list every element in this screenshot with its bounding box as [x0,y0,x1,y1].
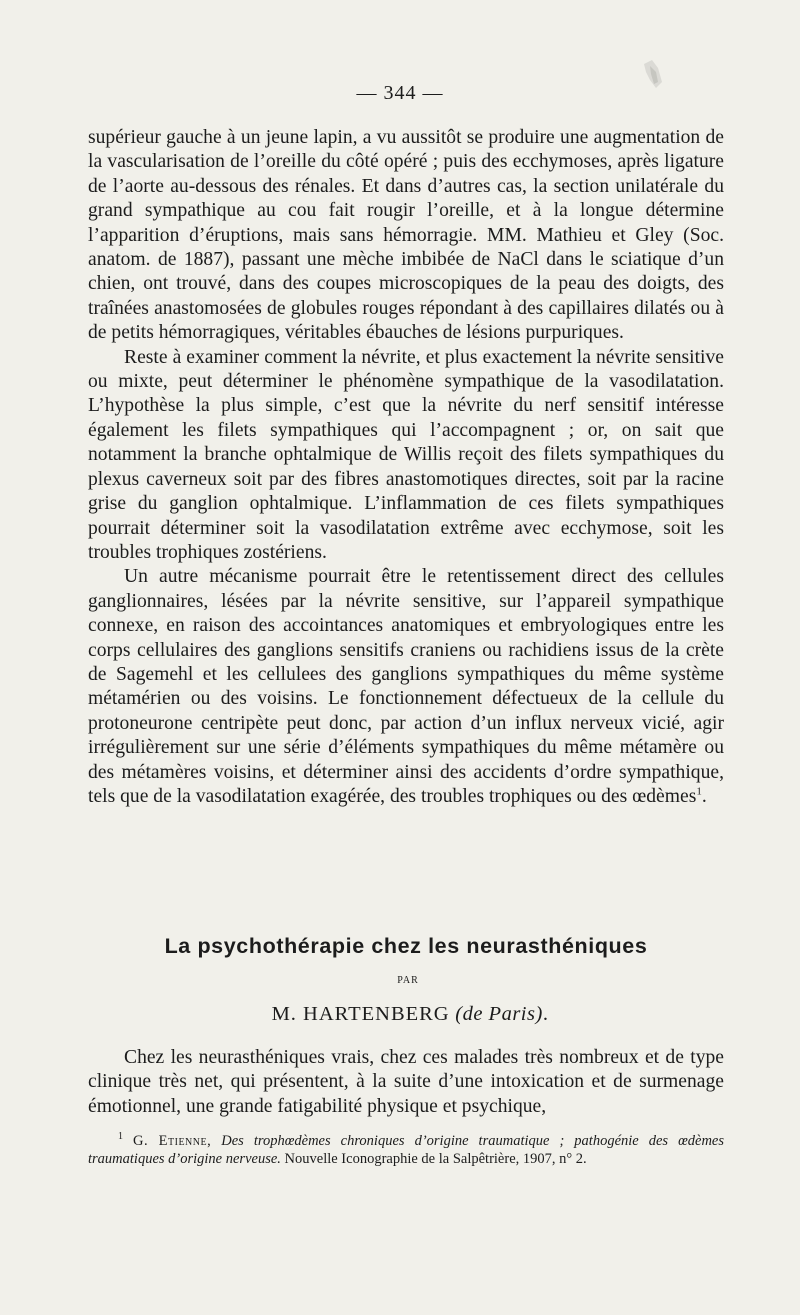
paragraph-3-text: Un autre mécanisme pourrait être le retentissement direct des cellules ganglionnaires, lésées par la névrite sensitive, sur l’appareil sympathique connexe, en raison des accointances anatomiques et embryologiques entre les corps cellulaires des ganglions sensitifs craniens ou rachidiens issus de la crète de Sagemehl et les cellulees des ganglions sympathiques du même système métamérien ou des voisins. Le fonctionnement défectueux de la cellule du protoneurone centripète peut donc, par action d’un influx nerveux vicié, agir irrégulièrement sur une série d’éléments sympathiques du même métamère ou des métamères voisins, et déterminer ainsi des accidents d’ordre sympathique, tels que de la vasodilatation exagérée, des troubles trophiques ou des œdèmes [88,566,724,807]
footnote-reference[interactable]: 1 [696,785,702,798]
byline-par: PAR [397,975,419,986]
paragraph-3-tail: . [701,785,707,807]
author-name: M. HARTENBERG [271,1003,450,1025]
paragraph-2: Reste à examiner comment la névrite, et plus exactement la névrite sensitive ou mixte, peut déterminer le phénomène sympathique de la vasodilatation. L’hypothèse la plus simple, c’est que la névrite du nerf sensitif intéresse également les filets sympathiques qui l’accompagnent ; or, on sait que notamment la branche ophtalmique de Willis reçoit des filets sympathiques du plexus caverneux soit par des fibres anastomotiques directes, soit par la racine grise du ganglion ophtalmique. L’inflammation de ces filets sympathiques pourrait déterminer soit la vasodilatation extrême avec ecchymose, soit les troubles trophiques zostériens. [88,346,724,563]
paragraph-3 [88,565,724,809]
intro-paragraph: Chez les neurasthéniques vrais, chez ces malades très nombreux et de type clinique très net, qui présentent, à la suite d’une intoxication et de surmenage émotionnel, une grande fatigabilité physique et psychique, [88,1047,724,1117]
author-line-end: . [542,1003,549,1025]
footnote-source: Nouvelle Iconographie de la Salpêtrière, 1907, n° 2. [284,1150,587,1167]
author-place: (de Paris) [455,1003,543,1025]
footnote [88,1133,724,1168]
footnote-author: G. Etienne, [133,1133,212,1149]
footnote-mark: 1 [118,1131,123,1143]
author-line [0,1003,800,1026]
footnote-title: Des trophœdèmes chroniques d’origine traumatique ; pathogénie des œdèmes traumatiques d’origine nerveuse. [88,1133,725,1167]
article-intro [88,1046,724,1119]
main-text [88,126,724,809]
page-number: — 344 — [356,82,444,104]
footnote-text [88,1133,724,1168]
paragraph-1: supérieur gauche à un jeune lapin, a vu aussitôt se produire une augmentation de la vascularisation de l’oreille du côté opéré ; puis des ecchymoses, après ligature de l’aorte au-dessous des rénales. Et dans d’autres cas, la section unilatérale du grand sympathique au cou fait rougir l’oreille, et à la longue détermine l’apparition d’éruptions, mais sans hémorragie. MM. Mathieu et Gley (Soc. anatom. de 1887), passant une mèche imbibée de NaCl dans le sciatique d’un chien, ont trouvé, dans des coupes microscopiques de la peau des doigts, des traînées anastomosées de globules rouges répondant à des capillaires dilatés ou à de petits hémorragiques, véritables ébauches de lésions purpuriques. [88,127,724,344]
article-title: La psychothérapie chez les neurasthéniques [164,934,648,958]
